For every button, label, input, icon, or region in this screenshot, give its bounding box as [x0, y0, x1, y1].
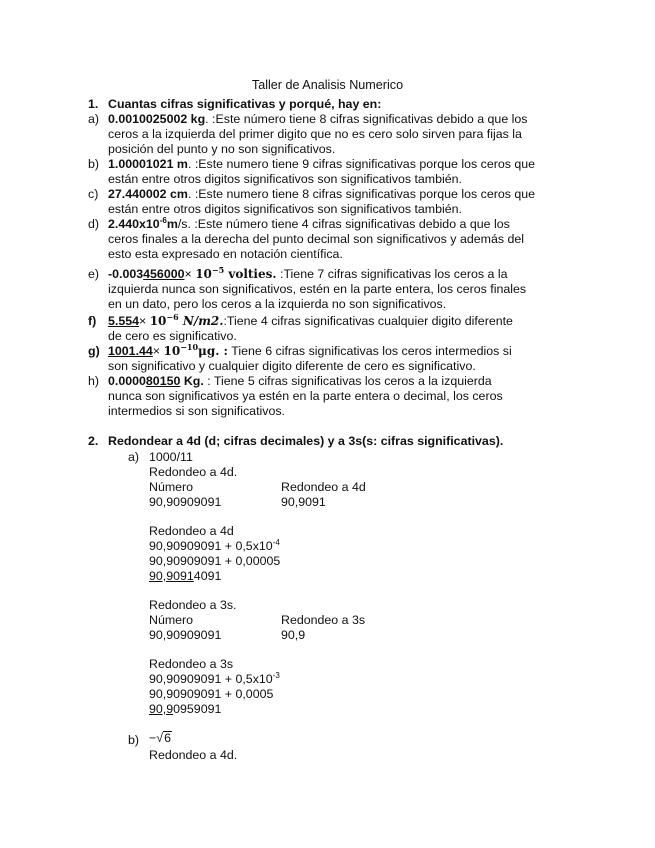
q2-a-number-value: 90,90909091 [149, 495, 222, 509]
q1-item-b-line-2: están entre otros digitos significativos son significativos también. [108, 172, 462, 186]
q1-item-d-line-3: esto esta expresado en notación científica. [108, 247, 343, 261]
q2-a-round-4d-steps-title: Redondeo a 4d [149, 524, 234, 538]
q2-a-round-4d-step-2: 90,90909091 + 0,00005 [149, 554, 281, 568]
q2-item-a-label: a) [128, 450, 140, 464]
q1-item-c [88, 187, 568, 217]
q1-item-f-line-1: $5.554\times 10^{-6}$ N/m2.:Tiene 4 cifras significativas cualquier digito diferente [108, 312, 513, 328]
q2-a-round-4d-step-3: 90,90914091 [149, 569, 222, 583]
item-label: d) [88, 217, 100, 231]
q1-item-g-line-2: son significativo y cualquier digito diferente de cero es significativo. [108, 359, 476, 373]
q1-item-h-line-2: nunca son significativos ya estén en la parte entera o decimal, los ceros [108, 389, 503, 403]
question-2-number: 2. [88, 434, 99, 448]
q1-item-a-line-2: ceros a la izquierda del primer digito que no es cero solo sirven para fijas la [108, 127, 522, 141]
q1-item-a-line-3: posición del punto y no son significativos. [108, 142, 336, 156]
q1-item-h [88, 374, 568, 419]
q2-a-round-3s-step-1: $90,90909091 + 0,5x10^{-3}$ [149, 670, 280, 686]
item-label: h) [88, 374, 100, 388]
q2-a-col-numero-2: Número [149, 613, 194, 627]
q2-a-round-4d-title: Redondeo a 4d. [149, 465, 238, 479]
q1-item-d-line-2: ceros finales a la derecha del punto decimal son significativos y además del [108, 232, 525, 246]
q2-item-b-label: b) [128, 733, 140, 747]
q1-item-f [88, 312, 568, 344]
q2-item-a-expression: 1000/11 [149, 450, 193, 464]
q1-item-a-line-1: 0.0010025002 kg. :Este número tiene 8 cifras significativas debido a que los [108, 112, 528, 126]
q1-item-c-line-2: están entre otros digitos significativos son significativos también. [108, 202, 462, 216]
q1-item-b [88, 157, 568, 187]
q2-b-round-4d-title: Redondeo a 4d. [149, 748, 238, 762]
q2-a-round-3s-value: 90,9 [281, 628, 306, 642]
q2-a-round-4d-step-1: $90,90909091 + 0,5x10^{-4}$ [149, 537, 280, 553]
item-label: f) [88, 314, 97, 328]
q1-item-c-line-1: 27.440002 cm. :Este numero tiene 8 cifras significativas porque los ceros que [108, 187, 536, 201]
question-1-heading: Cuantas cifras significativas y porqué, hay en: [108, 97, 382, 111]
q2-a-round-3s-step-2: 90,90909091 + 0,0005 [149, 687, 274, 701]
q1-item-d [88, 215, 568, 262]
q1-item-g [88, 342, 568, 374]
q1-item-b-line-1: 1.00001021 m. :Este numero tiene 9 cifras significativas porque los ceros que [108, 157, 536, 171]
q1-item-e-line-1: $-0.003456000\times 10^{-5}$ volties. :Tiene 7 cifras significativas los ceros a la [108, 265, 508, 281]
q1-item-f-line-2: de cero es significativo. [108, 329, 237, 343]
q1-item-h-line-1: 0.000080150 Kg. : Tiene 5 cifras significativas los ceros a la izquierda [108, 374, 492, 388]
q1-item-d-line-1: $2.440x10^{-6}m/s$. :Este número tiene 4 cifras significativas debido a que los [108, 215, 510, 231]
item-label: c) [88, 187, 99, 201]
item-label: a) [88, 112, 100, 126]
q2-a-col-round-4d: Redondeo a 4d [281, 480, 366, 494]
question-2-heading: Redondear a 4d (d; cifras decimales) y a 3s(s: cifras significativas). [108, 434, 504, 448]
q2-a-col-round-3s: Redondeo a 3s [281, 613, 366, 627]
q2-a-round-3s-steps-title: Redondeo a 3s [149, 657, 234, 671]
item-label: e) [88, 267, 100, 281]
q2-a-round-3s-step-3: 90,90959091 [149, 702, 222, 716]
q2-a-round-4d-value: 90,9091 [281, 495, 326, 509]
item-label: g) [88, 344, 100, 358]
sqrt-symbol: √ [156, 731, 164, 745]
q1-item-g-line-1: $1001.44\times 10^{-10}\mu g$. : Tiene 6 cifras significativas los ceros intermedios si [108, 342, 512, 358]
q1-item-a [88, 112, 568, 157]
q2-a-round-3s-title: Redondeo a 3s. [149, 598, 237, 612]
q2-a-col-numero: Número [149, 480, 194, 494]
item-label: b) [88, 157, 100, 171]
q1-item-e [88, 265, 568, 312]
question-1-number: 1. [88, 97, 99, 111]
q1-item-h-line-3: intermedios si son significativos. [108, 404, 285, 418]
q2-item-b-expression: −√6 [149, 731, 171, 745]
document-title: Taller de Analisis Numerico [251, 78, 404, 92]
q1-item-e-line-2: izquierda nunca son significativos, estén en la parte entera, los ceros finales [108, 282, 527, 296]
q1-item-e-line-3: en un dato, pero los ceros a la izquierda no son significativos. [108, 297, 447, 311]
q2-a-number-value-2: 90,90909091 [149, 628, 222, 642]
